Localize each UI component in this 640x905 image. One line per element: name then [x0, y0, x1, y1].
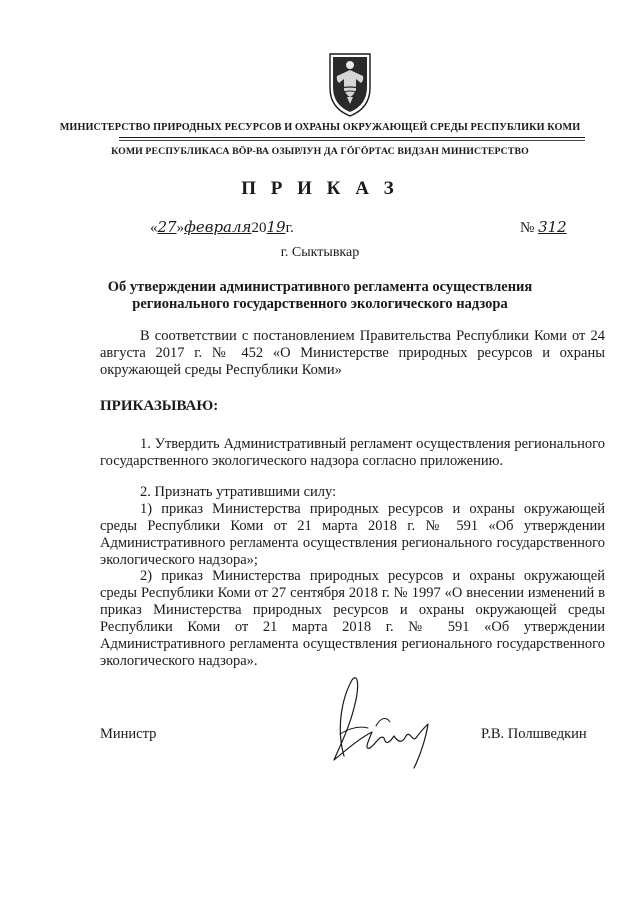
ministry-name-ru: МИНИСТЕРСТВО ПРИРОДНЫХ РЕСУРСОВ И ОХРАНЫ ОКРУЖАЮЩЕЙ СРЕДЫ РЕСПУБЛИКИ КОМИ: [59, 122, 581, 133]
date-day: 27: [157, 218, 177, 236]
date-year-prefix: 20: [251, 220, 267, 236]
document-city: г. Сыктывкар: [280, 245, 360, 260]
document-number: [520, 218, 567, 237]
date-year-suffix: 19: [266, 218, 286, 236]
header-divider: [119, 137, 585, 138]
number-label: №: [520, 220, 535, 236]
order-item-2: 2. Признать утратившими силу:: [140, 484, 337, 500]
document-date: [150, 218, 294, 237]
date-open-quote: «: [150, 220, 158, 236]
order-item-1: 1. Утвердить Административный регламент осуществления регионального государственного экологического надзора согласно приложению.: [100, 436, 605, 469]
header-divider-thin: [119, 140, 585, 141]
date-month: февраля: [184, 218, 252, 236]
document-type-title: П Р И К А З: [241, 178, 399, 199]
document-heading: Об утверждении административного регламента осуществления регионального государственного экологического надзора: [107, 279, 533, 312]
number-value: 312: [538, 218, 567, 236]
date-suffix: г.: [285, 220, 294, 236]
signer-name: Р.В. Полшведкин: [481, 726, 587, 742]
order-subitem-2-1: 1) приказ Министерства природных ресурсов и охраны окружающей среды Республики Коми от 21 марта 2018 г. № 591 «Об утверждении Административного регламента осуществления регионального государственного экологического надзора»;: [100, 501, 605, 568]
order-subitem-2-2: 2) приказ Министерства природных ресурсов и охраны окружающей среды Республики Коми от 27 сентября 2018 г. № 1997 «О внесении изменений в приказ Министерства природных ресурсов и охраны окружающей среды Республики Коми от 21 марта 2018 г. № 591 «Об утверждении Административного регламента осуществления регионального государственного экологического надзора».: [100, 568, 605, 669]
date-close-quote: »: [176, 220, 185, 236]
coat-of-arms-icon: [327, 50, 373, 118]
preamble-paragraph: В соответствии с постановлением Правительства Республики Коми от 24 августа 2017 г. № 452 «О Министерстве природных ресурсов и охраны окружающей среды Республики Коми»: [100, 328, 605, 378]
ministry-name-komi: КОМИ РЕСПУБЛИКАСА ВӦР-ВА ОЗЫРЛУН ДА ГӦГӦРТАС ВИДЗАН МИНИСТЕРСТВО: [111, 146, 529, 157]
signer-position: Министр: [100, 726, 157, 742]
order-word: ПРИКАЗЫВАЮ:: [100, 398, 219, 414]
handwritten-signature: [316, 668, 446, 778]
